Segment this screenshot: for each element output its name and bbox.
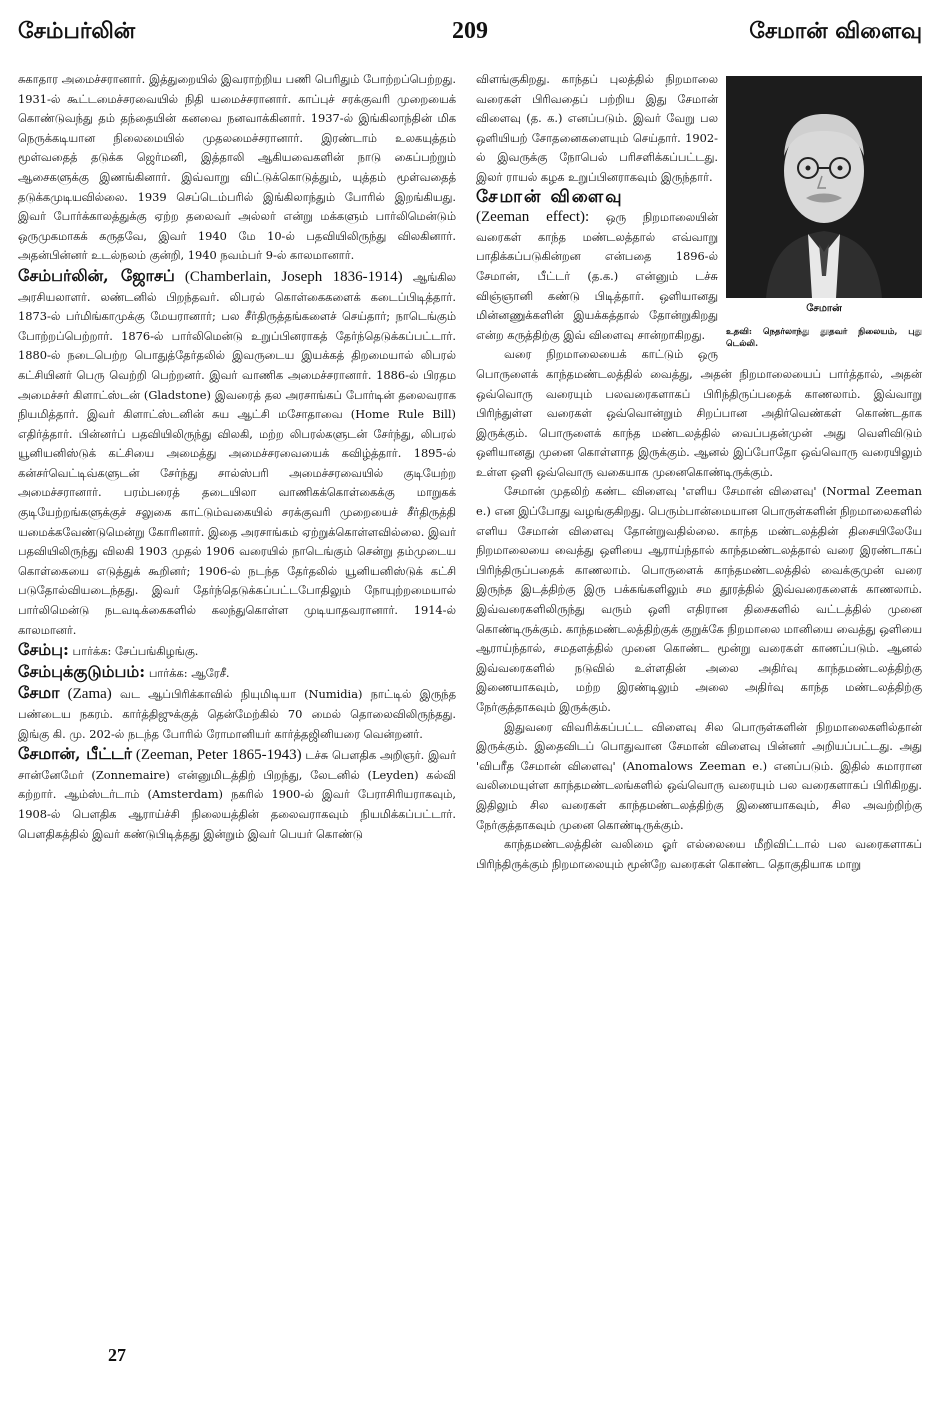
chamberlain-neville-continuation: சுகாதார அமைச்சரானார். இத்துறையில் இவராற்றிய பணி பெரிதும் போற்றப்பெற்றது. 1931-ல் கூட்டமைச்சரவையில் நிதி யமைச்சரானார். காப்புச் சரக்குவரி முறையைக் கொண்டுவந்து தம் தந்தையின் கனவை நனவாக்கினார். 1937-ல் இங்கிலாந்தின் மிக நெருக்கடியான நிலைமையில் முதலமைச்சரானார். இரண்டாம் உலகயுத்தம் மூள்வதைத் தடுக்க ஜெர்மனி, இத்தாலி ஆகியவைகளின் நாடு கைப்பற்றும் ஆசைகளுக்கு இணங்கினார். இவ்வாறு விட்டுக்கொடுத்தும், யுத்தம் மூள்வதைத் தடுக்கமுடியவில்லை. 1939 செப்டெம்பரில் இங்கிலாந்தும் போரில் இறங்கியது. இவர் போர்க்காலத்துக்கு ஏற்ற தலைவர் அல்லர் என்று மக்களும் பார்லிமென்டும் ஒருமுகமாகக் கருதவே, இவர் 1940 மே 10-ல் பதவியிலிருந்து விலகினார். அதன்பின்னர் உடல்நலம் குன்றி, 1940 நவம்பர் 9-ல் காலமானார். (18, 72, 456, 263)
entry-text: டச்சு பௌதிக அறிஞர். இவர் சான்னேமேர் (Zonnemaire) என்னுமிடத்திற் பிறந்து, லேடனில் (Leyden) கல்வி கற்றார். ஆம்ஸ்டர்டாம் (Amsterdam) நகரில் 1900-ல் இவர் பேராசிரியராகவும், 1908-ல் பௌதிக ஆராய்ச்சி நிலையத்தின் தலைவராகவும் நியமிக்கப்பட்டார். பௌதிகத்தில் இவர் கண்டுபிடித்தது இன்றும் இவர் பெயர் கொண்டு (18, 748, 457, 841)
right-column (476, 70, 922, 874)
entry-latin: (Zeeman, Peter 1865-1943) (135, 747, 302, 764)
page-header (18, 18, 922, 58)
paragraph: இதுவரை விவரிக்கப்பட்ட விளைவு சில பொருள்களின் நிறமாலைகளில்தான் இருக்கும். இதைவிடப் பொதுவான சேமான் விளைவு பின்னர் அறியப்பட்டது. அது 'விபரீத சேமான் விளைவு' (Anomalows Zeeman e.) எனப்படும். இதில் சுமாரான வலிமையுள்ள காந்தமண்டலங்களில் ஒவ்வொரு வரையும் பல வரைகளாகப் பிரிகிறது. இதிலும் சில வரைகள் காந்தமண்டலத்திற்கு இணையாகவும், சில அவற்றிற்கு நேர்குத்தாகவும் முனை கொண்டிருக்கும். (476, 719, 922, 832)
entry-title: சேமா (18, 683, 60, 703)
entry-joseph-chamberlain (18, 266, 456, 640)
zeeman-portrait-photo (726, 76, 922, 298)
section-title: சேமான் விளைவு (476, 186, 624, 207)
section-text: ஒரு நிறமாலையின் வரைகள் காந்த மண்டலத்தால் எவ்வாறு பாதிக்கப்படுகின்றன என்பதை 1896-ல் சேமான், பீட்டர் (த.க.) என்னும் டச்சு விஞ்ஞானி கண்டு பிடித்தார். ஒளியானது மின்னணுக்களின் இயக்கத்தால் தோன்றுகிறது என்ற கருத்திற்கு இவ் விளைவு சான்றாகிறது. (476, 210, 719, 342)
paragraph: சேமான் முதலிற் கண்ட விளைவு 'எளிய சேமான் விளைவு' (Normal Zeeman e.) என இப்போது வழங்குகிறது. பெரும்பான்மையான பொருள்களின் நிறமாலைகளில் எளிய சேமான் விளைவு தோன்றுவதில்லை. காந்த மண்டலத்தின் திசையிலேயே நிறமாலையை வைத்து ஒளியை ஆராய்ந்தால் காந்தமண்டலத்தால் வரை இரண்டாகப் பிரிந்திருப்பதைக் காணலாம். பொருளைக் காந்தமண்டலத்தில் வைக்குமுன் வரை இருந்த இடத்திற்கு இரு பக்கங்களிலும் சம தூரத்தில் இவ்வரைகளைக் காணலாம். இவ்வரைகளிலிருந்து வரும் ஒளி எதிரான திசைகளில் வட்டத்தில் முனை கொண்டிருக்கும். காந்தமண்டலத்திற்குக் குறுக்கே நிறமாலை மானியை வைத்து ஒளியை ஆராய்ந்தால், சமதளத்தில் முனை கொண்ட மூன்று வரைகள் காணப்படும். ஆனல் இவ்வரைகளில் நடுவில் உள்ளதின் அலை அதிர்வு காந்தமண்டலத்திற்கு இணையாகவும், மற்ற இரண்டிலும் அலை அதிர்வு காந்த மண்டலத்திற்கு நேர்குத்தாகவும் இருக்கும். (476, 484, 922, 714)
entry-title: சேம்பர்லின், ஜோசப் (18, 265, 175, 285)
entry-title: சேம்பு: (18, 640, 69, 660)
entry-text: பார்க்க: சேப்பங்கிழங்கு. (72, 644, 199, 659)
zeeman-peter-continuation: விளங்குகிறது. காந்தப் புலத்தில் நிறமாலை வரைகள் பிரிவதைப் பற்றிய இது சேமான் விளைவு (த. க.) எனப்படும். இவர் வேறு பல ஒளியியற் சோதனைகளையும் செய்தார். 1902-ல் இவருக்கு நோபெல் பரிசளிக்கப்பட்டது. இலர் ராயல் கழக உறுப்பினராகவும் இருந்தார். (476, 72, 718, 184)
paragraph: வரை நிறமாலையைக் காட்டும் ஒரு பொருளைக் காந்தமண்டலத்தில் வைத்து, அதன் நிறமாலையைப் பார்த்தால், அதன் ஒவ்வொரு வரையும் பலவரைகளாகப் பிரிந்திருப்பதைக் காணலாம். இவ்வாறு பிரிந்துள்ள வரைகள் ஒவ்வொன்றும் சிறப்பான அதிர்வெண்கள் கொண்டதாக இருக்கும். பொருளைக் காந்த மண்டலத்தில் வைப்பதன்முன் அது வெளிவிடும் ஒளியானது முனை கொள்ளாத இருக்கும். ஆனல் இப்போதோ ஒவ்வொரு வரையிலும் உள்ள ஒளி ஒவ்வொரு வகையாக முனைகொண்டிருக்கும். (476, 347, 922, 479)
entry-sembu-family (18, 662, 456, 684)
portrait-figure (726, 76, 922, 350)
section-latin: (Zeeman effect): (476, 209, 590, 226)
entry-zama (18, 683, 456, 744)
figure-credit: உதவி: நெதர்லாந்து தூதவர் நிலையம், புது டெல்லி. (726, 327, 922, 349)
portrait-illustration (726, 76, 922, 298)
entry-text: பார்க்க: ஆரேசீ. (148, 665, 230, 680)
entry-title: சேமான், பீட்டர் (18, 744, 133, 764)
entry-latin: (Chamberlain, Joseph 1836-1914) (184, 268, 403, 285)
entry-zeeman-peter (18, 744, 456, 844)
paragraph: காந்தமண்டலத்தின் வலிமை ஓர் எல்லையை மீறிவிட்டால் பல வரைகளாகப் பிரிந்திருக்கும் நிறமாலையும் மூன்றே வரைகள் கொண்ட தொகுதியாக மாறு (476, 837, 922, 871)
running-head-right: சேமான் விளைவு (749, 18, 922, 44)
entry-title: சேம்புக்குடும்பம்: (18, 661, 146, 681)
entry-latin: (Zama) (67, 686, 112, 703)
figure-caption: சேமான் (806, 303, 842, 314)
entry-sembu (18, 640, 456, 662)
entry-text: வட ஆப்பிரிக்காவில் நியுமிடியா (Numidia) நாட்டில் இருந்த பண்டைய நகரம். கார்த்திஜுக்குத் தென்மேற்கில் 70 மைல் தொலைவிலிருந்தது. இங்கு கி. மு. 202-ல் நடந்த போரில் ரோமானியர் கார்த்தஜினியரை வென்றனர். (18, 687, 457, 741)
signature-mark: 27 (108, 1345, 126, 1365)
running-head-left: சேம்பர்லின் (18, 18, 136, 44)
left-column (18, 70, 456, 844)
page-number: 209 (452, 18, 488, 44)
entry-text: ஆங்கில அரசியலாளர். லண்டனில் பிறந்தவர். லிபரல் கொள்கைகளைக் கடைப்பிடித்தார். 1873-ல் பர்மிங்காமுக்கு மேயரானார்; பல சீர்திருத்தங்களைச் செய்தார்; நாடெங்கும் போற்றப்பெற்றார். 1876-ல் பார்லிமென்டு உறுப்பினராகத் தேர்ந்தெடுக்கப்பட்டார். 1880-ல் நடைபெற்ற பொதுத்தேர்தலில் இவருடைய இயக்கத் திறமையால் லிபரல் கட்சியினர் பெரு வெற்றி பெற்றனர். இவர் வாணிக அமைச்சரானார். 1886-ல் பிரதம அமைச்சர் கிளாட்ஸ்டன் (Gladstone) இவரைத் தல அரசாங்கப் போர்டின் தலைவராக நியமித்தார். இவர் கிளாட்ஸ்டனின் சுய ஆட்சி மசோதாவை (Home Rule Bill) எதிர்த்தார். பின்னர்ப் பதவியிலிருந்து விலகி, மற்ற லிபரல்களுடன் சேர்ந்து, லிபரல் யூனியனிஸ்டுக் கட்சியை அமைத்து அமைச்சரவையைக் கவிழ்த்தார். 1895-ல் கன்சர்வெட்டிவ்களுடன் சேர்ந்து சால்ஸ்பரி அமைச்சரவையில் குடியேற்ற அமைச்சரானார். பரம்பரைத் தடையிலா வாணிகக்கொள்கைக்கு மாறுகக் குடியேற்றங்களுக்குச் சலுகை காட்டும்வகையில் சரக்குவரி முறையைச் சீர்திருத்தி யமைக்கவேண்டுமென்று கோரினார். இதை அரசாங்கம் ஏற்றுக்கொள்ளவில்லை. இவர் பதவியிலிருந்து விலகி 1903 முதல் 1906 வரையில் நாடெங்கும் சென்று தம்முடைய கொள்கையை எடுத்துக் கூறினர்; 1906-ல் நடந்த தேர்தலில் யூனியனிஸ்டுக் கட்சி படுதோல்வியடைந்தது. இவர் தேர்ந்தெடுக்கப்பட்டபோதிலும் நோயுற்றமையால் பார்லிமென்டு நடவடிக்கைகளில் கலந்துகொள்ள முடியாதவரானார். 1914-ல் காலமானர். (18, 269, 456, 637)
